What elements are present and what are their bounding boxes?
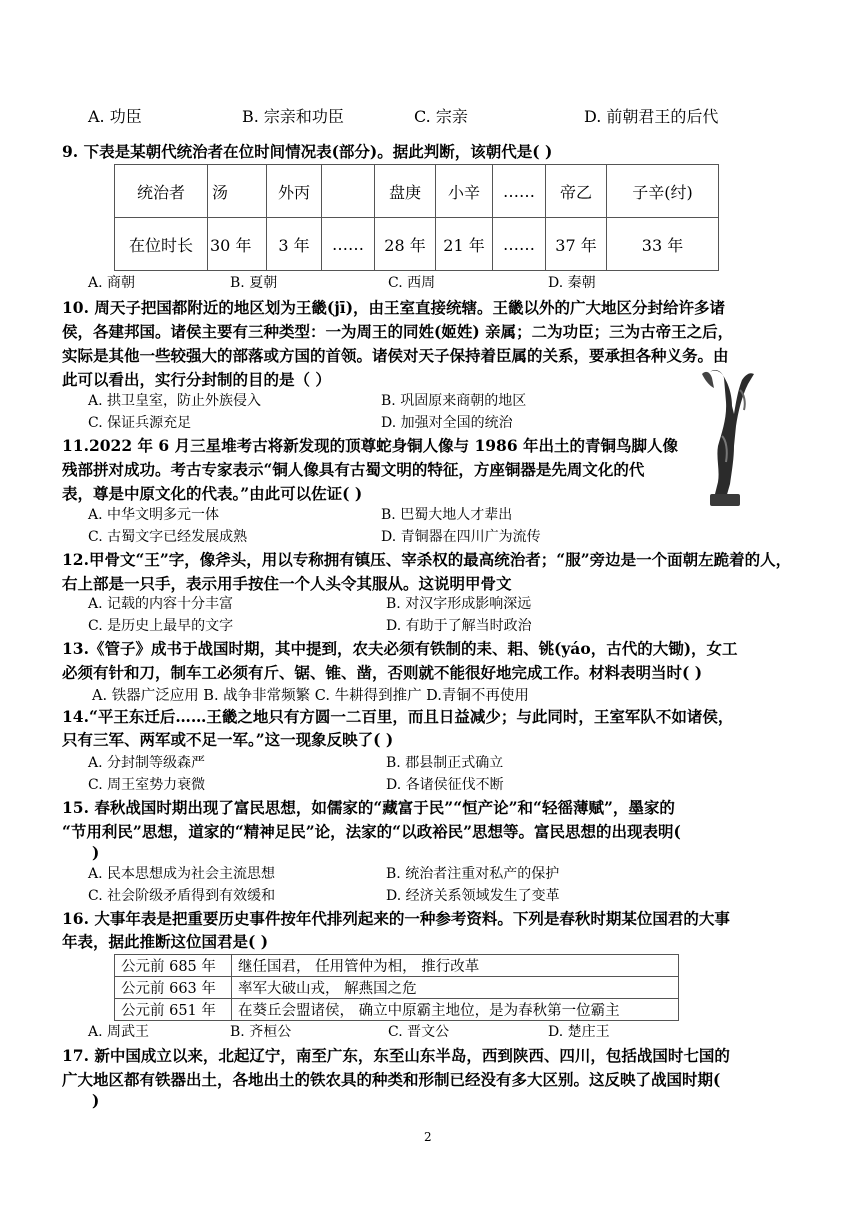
q14-option-b: B. 郡县制正式确立: [386, 755, 504, 771]
q14-option-a: A. 分封制等级森严: [88, 755, 206, 771]
q16-events-table: [114, 954, 679, 1021]
table-cell: 子辛(纣): [607, 165, 719, 218]
q8-option-a: A. 功臣: [88, 107, 142, 126]
table-cell: 3 年: [267, 218, 322, 271]
q17-line-3: ): [92, 1091, 100, 1110]
q17-line-2: 广大地区都有铁器出土，各地出土的铁农具的种类和形制已经没有多大区别。这反映了战国时期(: [62, 1070, 721, 1089]
table-row: [115, 218, 719, 271]
table-cell: 33 年: [607, 218, 719, 271]
table-cell: ……: [322, 218, 375, 271]
table-row: [115, 955, 679, 977]
table-cell: ……: [493, 165, 546, 218]
table-cell: 37 年: [546, 218, 607, 271]
q9-option-d: D. 秦朝: [548, 275, 596, 291]
q15-option-b: B. 统治者注重对私产的保护: [386, 866, 560, 882]
table-cell: 公元前 685 年: [115, 955, 232, 977]
q10-option-a: A. 拱卫皇室，防止外族侵入: [88, 393, 262, 409]
q12-line-2: 右上部是一只手，表示用手按住一个人头令其服从。这说明甲骨文: [62, 574, 512, 593]
table-cell: 在葵丘会盟诸侯， 确立中原霸主地位，是为春秋第一位霸主: [232, 999, 679, 1021]
table-cell: 汤: [208, 165, 267, 218]
table-row: [115, 977, 679, 999]
q16-line-2: 年表，据此推断这位国君是( ): [62, 932, 269, 951]
q10-line-3: 实际是其他一些较强大的部落或方国的首领。诸侯对天子保持着臣属的关系，要承担各种义务。由: [62, 346, 729, 365]
table-cell: [322, 165, 375, 218]
q9-option-c: C. 西周: [388, 275, 436, 291]
q10-option-d: D. 加强对全国的统治: [381, 415, 513, 431]
q16-line-1: 16. 大事年表是把重要历史事件按年代排列起来的一种参考资料。下列是春秋时期某位国君的大事: [62, 909, 730, 928]
q10-option-c: C. 保证兵源充足: [88, 415, 192, 431]
table-cell: 公元前 651 年: [115, 999, 232, 1021]
q15-option-d: D. 经济关系领域发生了变革: [386, 888, 560, 904]
table-cell: 28 年: [375, 218, 436, 271]
q9-stem: 9. 下表是某朝代统治者在位时间情况表(部分)。据此判断，该朝代是( ): [62, 142, 553, 161]
q15-option-a: A. 民本思想成为社会主流思想: [88, 866, 276, 882]
table-cell: 公元前 663 年: [115, 977, 232, 999]
q11-option-b: B. 巴蜀大地人才辈出: [381, 507, 513, 523]
table-cell: 小辛: [436, 165, 493, 218]
q16-option-c: C. 晋文公: [388, 1024, 450, 1040]
table-row: [115, 165, 719, 218]
q12-option-d: D. 有助于了解当时政治: [386, 618, 532, 634]
q12-option-c: C. 是历史上最早的文字: [88, 618, 234, 634]
q10-line-4: 此可以看出，实行分封制的目的是（ ）: [62, 370, 331, 389]
q10-line-1: 10. 周天子把国都附近的地区划为王畿(jī)，由王室直接统辖。王畿以外的广大地区分封给许多诸: [62, 298, 726, 317]
q16-option-d: D. 楚庄王: [548, 1024, 610, 1040]
table-cell: 率军大破山戎， 解燕国之危: [232, 977, 679, 999]
table-cell: 统治者: [115, 165, 208, 218]
table-cell: 外丙: [267, 165, 322, 218]
q15-line-2: “节用利民”思想，道家的“精神足民”论，法家的“以政裕民”思想等。富民思想的出现表明(: [62, 822, 681, 841]
bronze-figure-image: [696, 366, 760, 510]
table-row: [115, 999, 679, 1021]
q15-line-3: ): [92, 843, 100, 862]
page-number: 2: [424, 1130, 432, 1144]
q11-option-a: A. 中华文明多元一体: [88, 507, 220, 523]
q10-line-2: 侯，各建邦国。诸侯主要有三种类型：一为周王的同姓(姬姓) 亲属；二为功臣；三为古帝王之后，: [62, 322, 734, 341]
table-cell: 继任国君， 任用管仲为相， 推行改革: [232, 955, 679, 977]
table-cell: 盘庚: [375, 165, 436, 218]
q10-option-b: B. 巩固原来商朝的地区: [381, 393, 527, 409]
q14-line-2: 只有三军、两军或不足一军。”这一现象反映了( ): [62, 730, 394, 749]
q12-option-a: A. 记载的内容十分丰富: [88, 596, 234, 612]
q15-line-1: 15. 春秋战国时期出现了富民思想，如儒家的“藏富于民”“恒产论”和“轻徭薄赋”，墨家的: [62, 798, 675, 817]
q14-option-d: D. 各诸侯征伐不断: [386, 777, 504, 793]
q14-line-1: 14.“平王东迁后……王畿之地只有方圆一二百里，而且日益减少；与此同时，王室军队不如诸侯，: [62, 707, 734, 726]
q8-option-d: D. 前朝君王的后代: [584, 107, 719, 126]
q13-line-1: 13.《管子》成书于战国时期，其中提到，农夫必须有铁制的耒、耜、铫(yáo，古代的大锄)，女工: [62, 639, 738, 658]
q15-option-c: C. 社会阶级矛盾得到有效缓和: [88, 888, 276, 904]
q13-options: A. 铁器广泛应用 B. 战争非常频繁 C. 牛耕得到推广 D.青铜不再使用: [92, 688, 529, 704]
q11-line-1: 11.2022 年 6 月三星堆考古将新发现的顶尊蛇身铜人像与 1986 年出土的青铜鸟脚人像: [62, 436, 679, 455]
q17-line-1: 17. 新中国成立以来，北起辽宁，南至广东，东至山东半岛，西到陕西、四川，包括战国时七国的: [62, 1046, 730, 1065]
table-cell: ……: [493, 218, 546, 271]
q9-option-a: A. 商朝: [88, 275, 136, 291]
q16-option-b: B. 齐桓公: [230, 1024, 292, 1040]
q9-option-b: B. 夏朝: [230, 275, 278, 291]
q8-option-c: C. 宗亲: [414, 107, 468, 126]
q12-option-b: B. 对汉字形成影响深远: [386, 596, 532, 612]
q11-line-2: 残部拼对成功。考古专家表示“铜人像具有古蜀文明的特征，方座铜器是先周文化的代: [62, 460, 645, 479]
q8-option-b: B. 宗亲和功臣: [242, 107, 344, 126]
q11-option-c: C. 古蜀文字已经发展成熟: [88, 529, 248, 545]
table-cell: 帝乙: [546, 165, 607, 218]
q16-option-a: A. 周武王: [88, 1024, 150, 1040]
q9-reign-table: [114, 164, 719, 271]
q13-line-2: 必须有针和刀，制车工必须有斤、锯、锥、凿，否则就不能很好地完成工作。材料表明当时( ): [62, 663, 703, 682]
table-cell: 30 年: [208, 218, 267, 271]
table-cell: 在位时长: [115, 218, 208, 271]
q11-line-3: 表，尊是中原文化的代表。”由此可以佐证( ): [62, 484, 363, 503]
table-cell: 21 年: [436, 218, 493, 271]
q12-line-1: 12.甲骨文“王”字，像斧头，用以专称拥有镇压、宰杀权的最高统治者；“服”旁边是一个面朝左跪着的人，: [62, 550, 792, 569]
q11-option-d: D. 青铜器在四川广为流传: [381, 529, 541, 545]
q14-option-c: C. 周王室势力衰微: [88, 777, 206, 793]
